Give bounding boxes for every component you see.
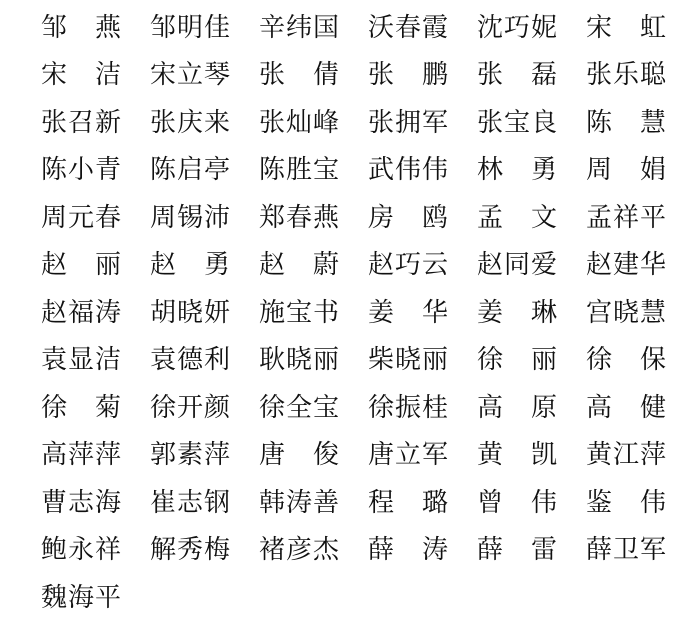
name-entry: 宋 立 琴	[150, 60, 231, 91]
name-entry: 曾 伟	[477, 487, 558, 518]
name-entry: 周 元 春	[41, 202, 122, 233]
name-entry: 耿 晓 丽	[259, 345, 340, 376]
name-entry: 唐 立 军	[368, 440, 449, 471]
name-entry: 徐 保	[586, 345, 667, 376]
name-entry: 赵 勇	[150, 250, 231, 281]
name-entry: 武 伟 伟	[368, 155, 449, 186]
name-entry: 袁 显 洁	[41, 345, 122, 376]
name-entry: 赵 蔚	[259, 250, 340, 281]
name-entry: 高 萍 萍	[41, 440, 122, 471]
name-entry: 袁 德 利	[150, 345, 231, 376]
name-entry: 宋 洁	[41, 60, 122, 91]
name-entry: 姜 琳	[477, 297, 558, 328]
name-entry: 张 鹏	[368, 60, 449, 91]
name-entry: 张 乐 聪	[586, 60, 667, 91]
name-entry: 周 娟	[586, 155, 667, 186]
name-entry: 韩 涛 善	[259, 487, 340, 518]
name-entry: 张 灿 峰	[259, 107, 340, 138]
name-entry: 姜 华	[368, 297, 449, 328]
name-entry: 薛 雷	[477, 535, 558, 566]
name-entry: 宫 晓 慧	[586, 297, 667, 328]
name-entry: 黄 江 萍	[586, 440, 667, 471]
name-entry: 孟 祥 平	[586, 202, 667, 233]
name-entry: 高 原	[477, 392, 558, 423]
name-entry: 褚 彦 杰	[259, 535, 340, 566]
name-entry: 邹 明 佳	[150, 12, 231, 43]
name-entry: 邹 燕	[41, 12, 122, 43]
name-entry: 房 鸥	[368, 202, 449, 233]
name-entry: 辛 纬 国	[259, 12, 340, 43]
name-entry: 黄 凯	[477, 440, 558, 471]
name-entry: 张 拥 军	[368, 107, 449, 138]
name-entry: 张 倩	[259, 60, 340, 91]
name-entry: 徐 全 宝	[259, 392, 340, 423]
name-entry: 柴 晓 丽	[368, 345, 449, 376]
name-entry: 赵 同 爱	[477, 250, 558, 281]
name-entry: 宋 虹	[586, 12, 667, 43]
name-entry: 郑 春 燕	[259, 202, 340, 233]
name-entry: 陈 慧	[586, 107, 667, 138]
name-entry: 赵 福 涛	[41, 297, 122, 328]
name-entry: 陈 启 亭	[150, 155, 231, 186]
name-entry: 崔 志 钢	[150, 487, 231, 518]
name-entry: 鲍 永 祥	[41, 535, 122, 566]
name-entry: 沈 巧 妮	[477, 12, 558, 43]
name-entry: 曹 志 海	[41, 487, 122, 518]
name-entry: 胡 晓 妍	[150, 297, 231, 328]
name-entry: 郭 素 萍	[150, 440, 231, 471]
name-entry: 鉴 伟	[586, 487, 667, 518]
name-entry: 徐 开 颜	[150, 392, 231, 423]
name-entry: 周 锡 沛	[150, 202, 231, 233]
name-entry: 徐 丽	[477, 345, 558, 376]
name-entry: 赵 建 华	[586, 250, 667, 281]
name-entry: 徐 振 桂	[368, 392, 449, 423]
name-entry: 薛 涛	[368, 535, 449, 566]
name-entry: 赵 丽	[41, 250, 122, 281]
name-entry: 孟 文	[477, 202, 558, 233]
name-entry: 薛 卫 军	[586, 535, 667, 566]
name-entry: 施 宝 书	[259, 297, 340, 328]
name-entry: 徐 菊	[41, 392, 122, 423]
name-entry: 唐 俊	[259, 440, 340, 471]
name-entry: 解 秀 梅	[150, 535, 231, 566]
name-entry: 张 磊	[477, 60, 558, 91]
name-list	[41, 4, 665, 622]
name-entry: 沃 春 霞	[368, 12, 449, 43]
name-entry: 高 健	[586, 392, 667, 423]
name-entry: 张 宝 良	[477, 107, 558, 138]
name-entry: 张 召 新	[41, 107, 122, 138]
name-entry: 陈 胜 宝	[259, 155, 340, 186]
name-entry: 魏 海 平	[41, 582, 122, 613]
name-entry: 林 勇	[477, 155, 558, 186]
name-entry: 张 庆 来	[150, 107, 231, 138]
name-entry: 赵 巧 云	[368, 250, 449, 281]
name-entry: 程 璐	[368, 487, 449, 518]
name-entry: 陈 小 青	[41, 155, 122, 186]
